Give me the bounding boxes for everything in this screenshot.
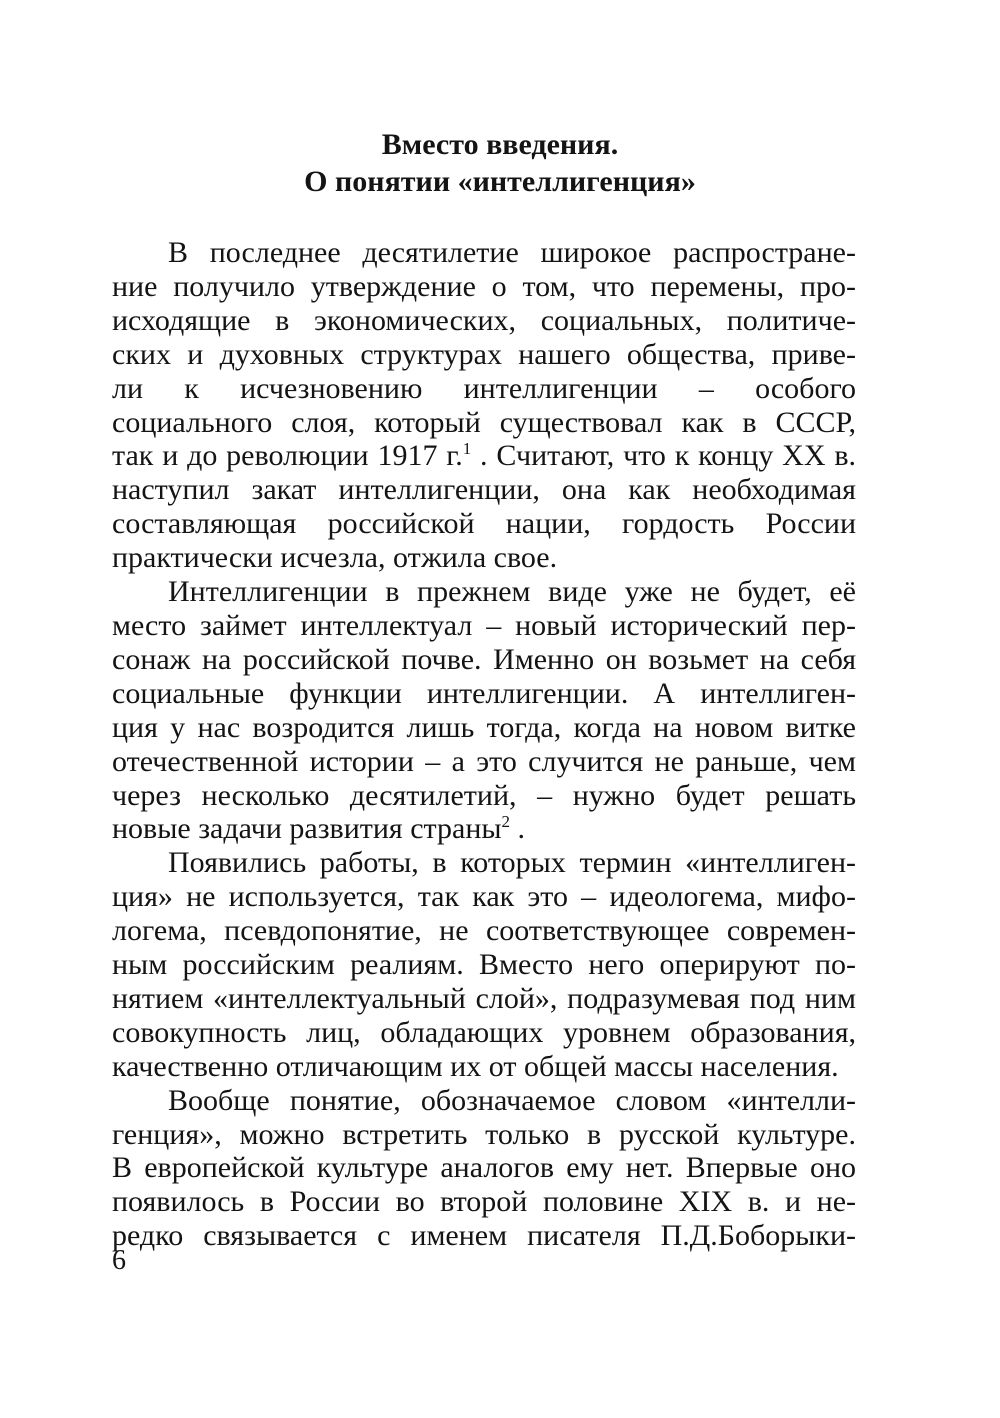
chapter-heading <box>0 126 1000 200</box>
text-line: Появились работы, в которых термин «интеллиген- <box>168 846 856 880</box>
text-line: Интеллигенции в прежнем виде уже не будет, её <box>168 575 856 609</box>
paragraph-2 <box>112 575 856 846</box>
footnote-ref-1[interactable]: 1 <box>462 439 472 459</box>
text-line: редко связывается с именем писателя П.Д.Боборыки- <box>112 1219 856 1253</box>
line-text: . <box>510 812 526 846</box>
text-line-with-footnote <box>112 812 856 846</box>
text-line: место займет интеллектуал – новый исторический пер- <box>112 608 856 642</box>
body-text <box>112 236 856 1253</box>
text-line: логема, псевдопонятие, не соответствующее современ- <box>112 914 856 948</box>
heading-line-1: Вместо введения. <box>381 128 619 161</box>
paragraph-1 <box>112 236 856 575</box>
text-line: ских и духовных структурах нашего общества, приве- <box>112 337 856 371</box>
text-line: Вообще понятие, обозначаемое словом «интелли- <box>168 1083 856 1117</box>
text-line: наступил закат интеллигенции, она как необходимая <box>112 473 856 507</box>
text-line: ным российским реалиям. Вместо него оперируют по- <box>112 948 856 982</box>
text-line: качественно отличающим их от общей массы населения. <box>112 1049 839 1083</box>
paragraph-4 <box>112 1084 856 1254</box>
footnote-ref-2[interactable]: 2 <box>501 812 511 832</box>
heading-line-2: О понятии «интеллигенция» <box>304 165 696 198</box>
text-line: ция у нас возродится лишь тогда, когда на новом витке <box>112 710 856 744</box>
paragraph-3 <box>112 846 856 1083</box>
text-line: отечественной истории – а это случится не раньше, чем <box>112 744 856 778</box>
text-line: В последнее десятилетие широкое распростране- <box>168 236 856 269</box>
line-text: так и до революции 1917 г. <box>112 439 463 473</box>
text-line: ция» не используется, так как это – идеологема, мифо- <box>112 880 856 914</box>
line-text: новые задачи развития страны <box>112 812 502 846</box>
text-line: составляющая российской нации, гордость России <box>112 507 856 541</box>
text-line: ние получило утверждение о том, что перемены, про- <box>112 269 856 303</box>
line-text: . Считают, что к концу XX в. <box>471 439 856 473</box>
text-line: совокупность лиц, обладающих уровнем образования, <box>112 1015 856 1049</box>
text-line: социального слоя, который существовал как в СССР, <box>112 405 856 439</box>
text-line: сонаж на российской почве. Именно он возьмет на себя <box>112 642 856 676</box>
text-line: В европейской культуре аналогов ему нет. Впервые оно <box>112 1151 856 1185</box>
text-line: появилось в России во второй половине XIX в. и не- <box>112 1185 856 1219</box>
page-number: 6 <box>112 1245 126 1276</box>
text-line: генция», можно встретить только в русской культуре. <box>112 1117 856 1151</box>
text-line: социальные функции интеллигенции. А интеллиген- <box>112 676 856 710</box>
text-line: ли к исчезновению интеллигенции – особого <box>112 371 856 405</box>
text-line: через несколько десятилетий, – нужно будет решать <box>112 778 856 812</box>
text-line: нятием «интеллектуальный слой», подразумевая под ним <box>112 981 856 1015</box>
text-line: практически исчезла, отжила свое. <box>112 541 558 575</box>
text-line-with-footnote <box>112 439 856 473</box>
text-line: исходящие в экономических, социальных, политиче- <box>112 303 856 337</box>
